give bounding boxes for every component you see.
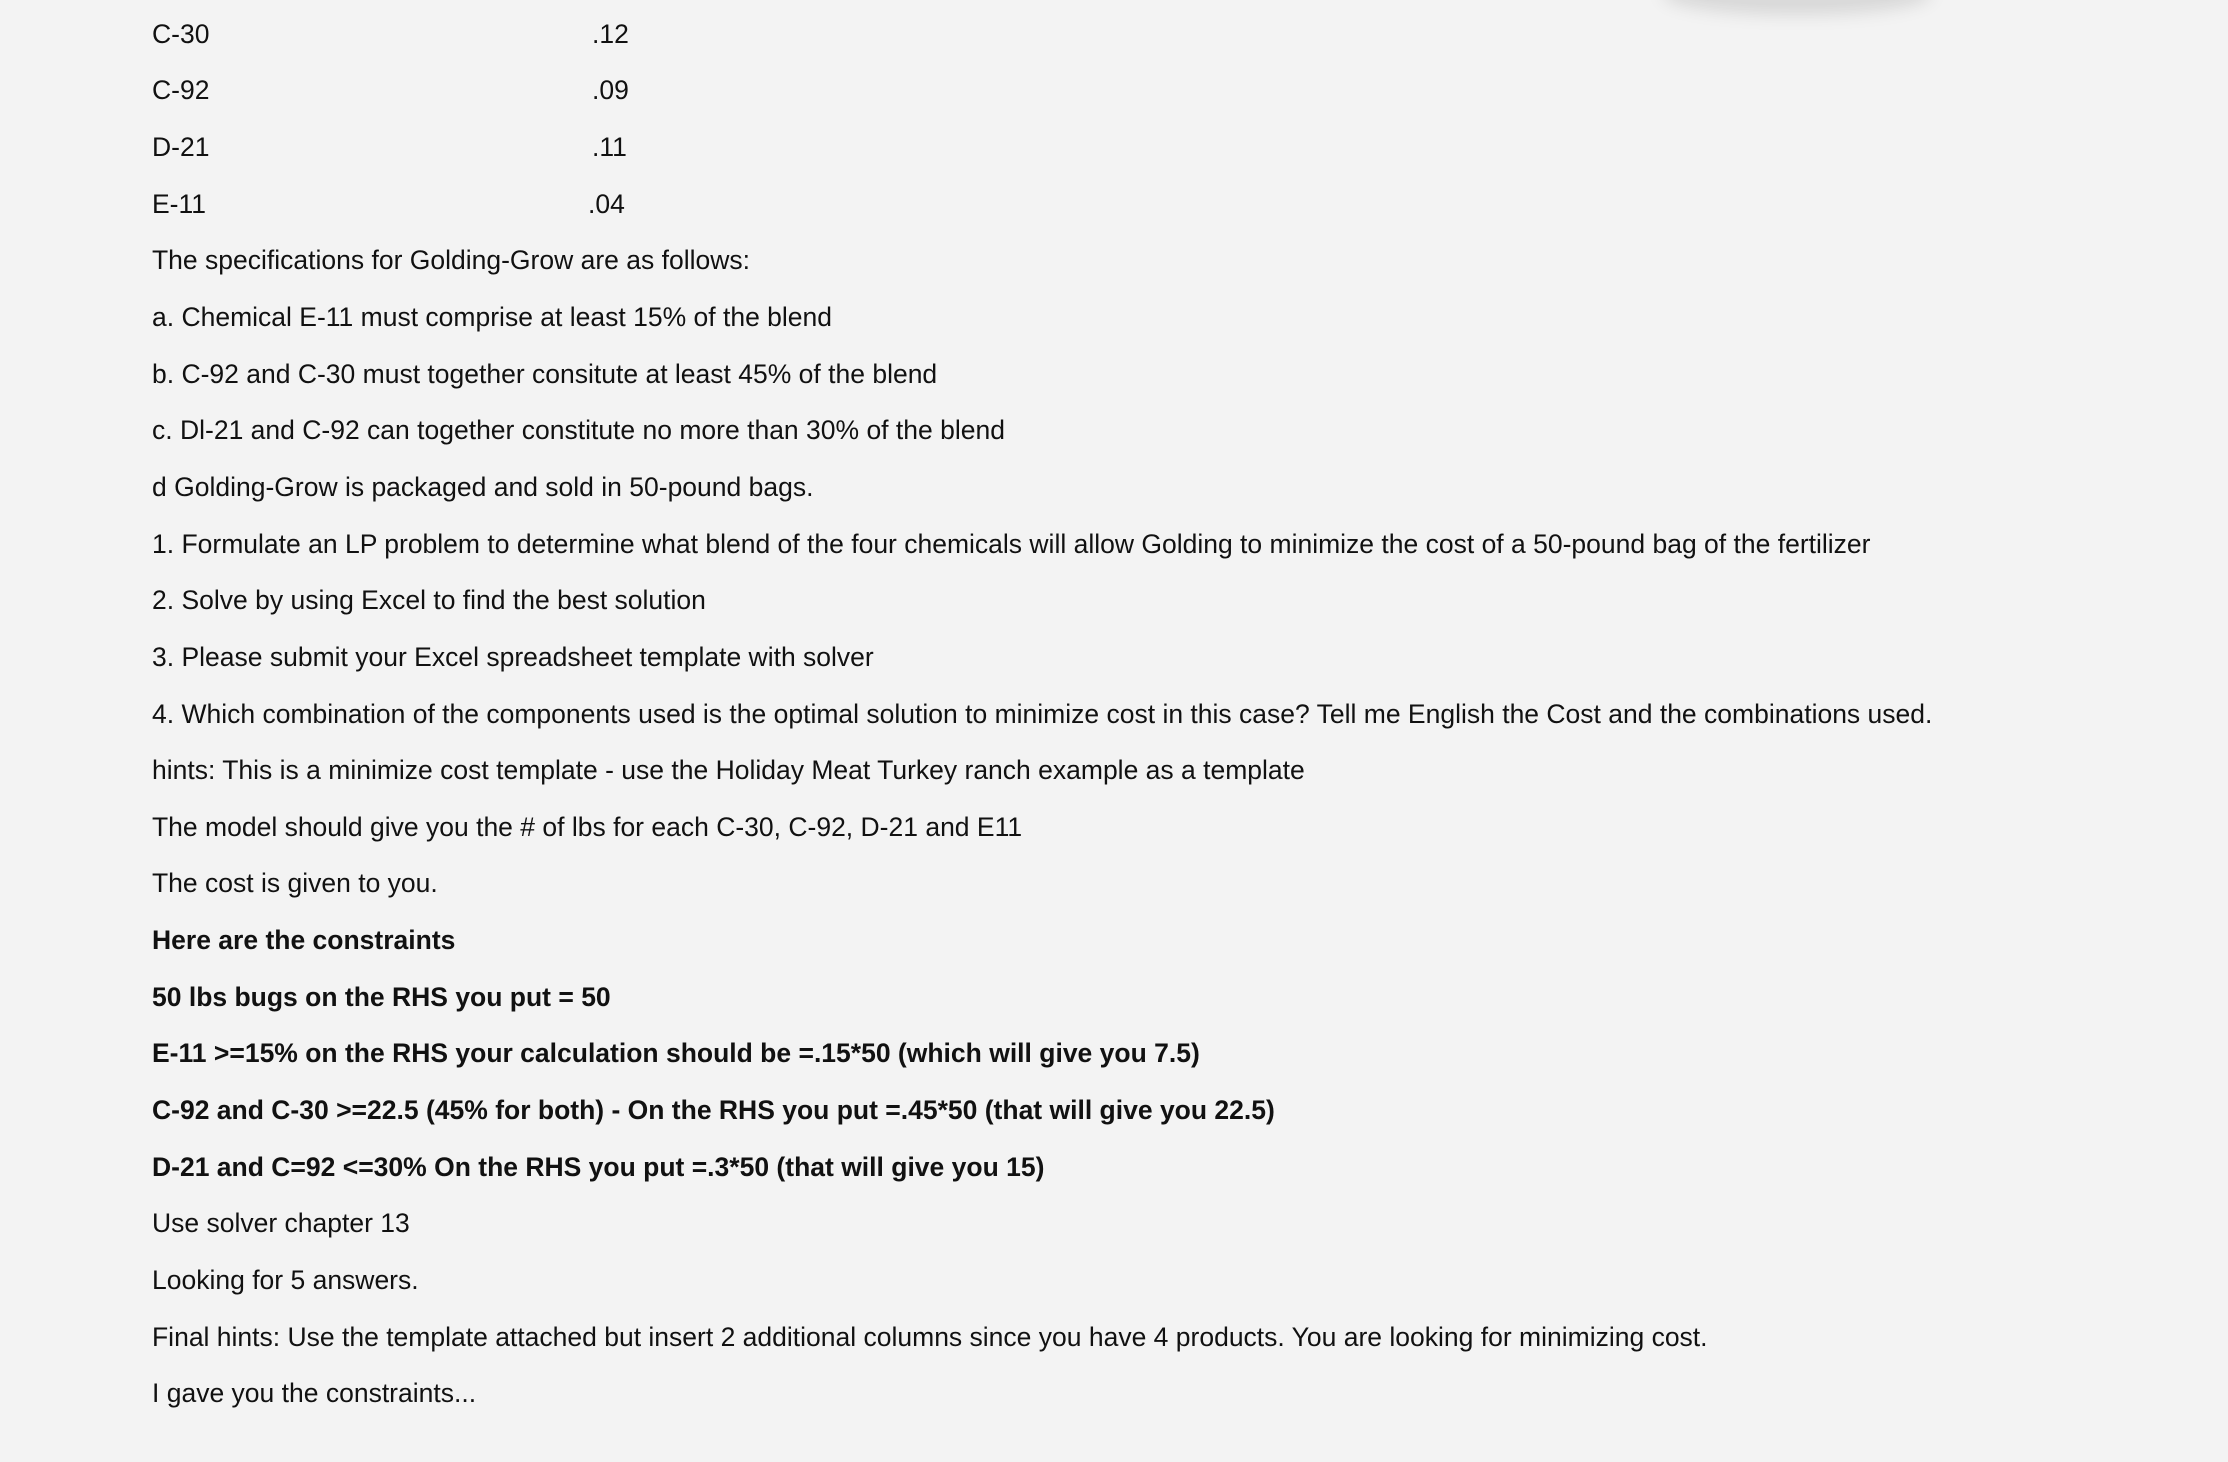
spec-item: d Golding-Grow is packaged and sold in 50-pound bags. [152,472,814,502]
price-row-d21 [152,130,752,164]
constraint-line: 50 lbs bugs on the RHS you put = 50 [152,982,611,1012]
chemical-name: C-30 [152,19,210,49]
constraint-line: C-92 and C-30 >=22.5 (45% for both) - On the RHS you put =.45*50 (that will give you 22.5) [152,1095,1275,1125]
task-item: 4. Which combination of the components used is the optimal solution to minimize cost in this case? Tell me English the Cost and the combinations used. [152,699,1933,729]
closing-line: I gave you the constraints... [152,1378,477,1408]
closing-line: Looking for 5 answers. [152,1265,419,1295]
chemical-cost: .12 [592,19,629,49]
task-item: 2. Solve by using Excel to find the best solution [152,585,706,615]
constraint-line: E-11 >=15% on the RHS your calculation should be =.15*50 (which will give you 7.5) [152,1038,1200,1068]
price-row-c92 [152,73,752,107]
chemical-name: D-21 [152,132,210,162]
closing-line: Use solver chapter 13 [152,1208,410,1238]
task-item: 1. Formulate an LP problem to determine what blend of the four chemicals will allow Golding to minimize the cost of a 50-pound bag of the fertilizer [152,529,1871,559]
chemical-name: E-11 [152,189,207,219]
hint-line: The cost is given to you. [152,868,438,898]
chemical-cost: .04 [588,189,625,219]
chemical-name: C-92 [152,75,210,105]
hint-line: hints: This is a minimize cost template - use the Holiday Meat Turkey ranch example as a template [152,755,1305,785]
closing-line: Final hints: Use the template attached but insert 2 additional columns since you have 4 products. You are looking for minimizing cost. [152,1322,1708,1352]
specs-intro: The specifications for Golding-Grow are as follows: [152,245,750,275]
constraint-line: D-21 and C=92 <=30% On the RHS you put =.3*50 (that will give you 15) [152,1152,1045,1182]
spec-item: c. Dl-21 and C-92 can together constitute no more than 30% of the blend [152,415,1005,445]
constraints-heading: Here are the constraints [152,925,456,955]
task-item: 3. Please submit your Excel spreadsheet template with solver [152,642,874,672]
chemical-cost: .11 [592,132,627,162]
price-row-c30 [152,17,752,51]
chemical-cost: .09 [592,75,629,105]
price-row-e11 [152,187,752,221]
spec-item: b. C-92 and C-30 must together consitute at least 45% of the blend [152,359,938,389]
hint-line: The model should give you the # of lbs for each C-30, C-92, D-21 and E11 [152,812,1023,842]
spec-item: a. Chemical E-11 must comprise at least 15% of the blend [152,302,833,332]
floating-shadow [1672,0,1922,4]
